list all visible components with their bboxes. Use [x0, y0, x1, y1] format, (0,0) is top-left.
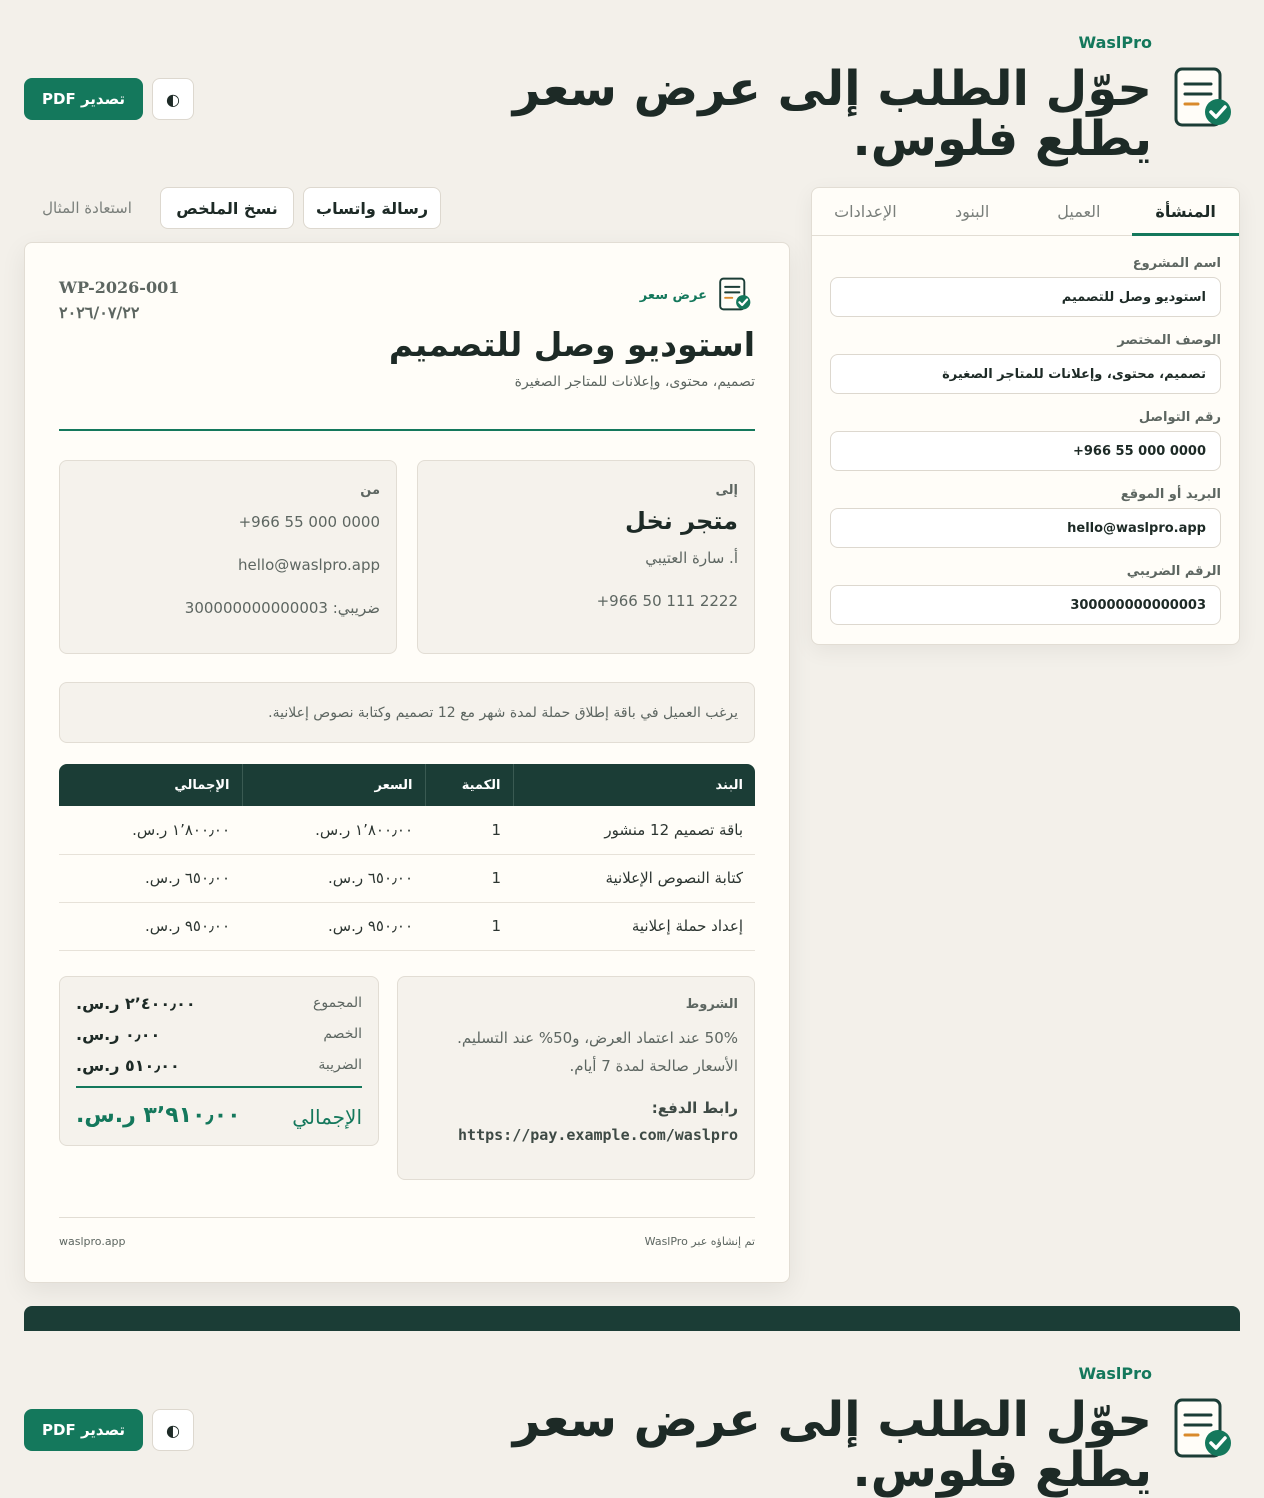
- totals-card: [59, 976, 379, 1146]
- phone-input-value: +966 55 000 0000: [1072, 443, 1206, 459]
- item-total: ١٬٨٠٠٫٠٠ ر.س.: [59, 806, 242, 854]
- item-name: إعداد حملة إعلانية: [513, 902, 755, 950]
- client-contact: أ. سارة العتيبي: [645, 549, 738, 567]
- contrast-icon: ◐: [166, 89, 180, 109]
- client-name: متجر نخل: [625, 507, 738, 535]
- dark-section-bar: [24, 1306, 1240, 1331]
- client-phone: [597, 592, 738, 610]
- business-phone-value: +966 55 000 0000: [238, 513, 380, 531]
- business-card: [59, 460, 397, 654]
- export-pdf-button[interactable]: تصدير PDF: [24, 78, 143, 120]
- item-name: باقة تصميم 12 منشور: [513, 806, 755, 854]
- email-input-value: hello@waslpro.app: [1067, 520, 1206, 536]
- column-item: البند: [513, 764, 755, 806]
- table-row: [59, 806, 755, 854]
- page-title: [512, 61, 1152, 167]
- quote-badge: عرض سعر: [639, 288, 707, 303]
- tab-settings[interactable]: الإعدادات: [834, 202, 897, 221]
- item-price: ١٬٨٠٠٫٠٠ ر.س.: [242, 806, 425, 854]
- document-check-icon: [1174, 66, 1232, 128]
- items-table-wrap: [59, 764, 755, 951]
- terms-line-1: 50% عند اعتماد العرض، و50% عند التسليم.: [457, 1029, 738, 1047]
- payment-link[interactable]: [458, 1126, 738, 1144]
- discount-label: الخصم: [323, 1026, 362, 1042]
- theme-toggle-button[interactable]: [152, 78, 194, 120]
- project-name-input[interactable]: استوديو وصل للتصميم: [830, 277, 1221, 317]
- item-name: كتابة النصوص الإعلانية: [513, 854, 755, 902]
- email-label: البريد أو الموقع: [1120, 487, 1221, 502]
- item-total: ٩٥٠٫٠٠ ر.س.: [59, 902, 242, 950]
- header-divider: [59, 429, 755, 431]
- business-tax: ضريبي: 300000000000003: [184, 599, 380, 617]
- terms-title: الشروط: [685, 997, 738, 1012]
- footer-generated: تم إنشاؤه عبر WaslPro: [644, 1235, 755, 1248]
- grand-total-value: ٣٬٩١٠٫٠٠ ر.س.: [76, 1103, 241, 1128]
- business-email-value: hello@waslpro.app: [238, 556, 380, 574]
- quote-number: WP-2026-001: [59, 278, 180, 297]
- footer-divider: [59, 1217, 755, 1218]
- discount-value: ٠٫٠٠ ر.س.: [76, 1025, 161, 1044]
- column-price: السعر: [242, 764, 425, 806]
- request-note: [59, 682, 755, 743]
- payment-link-value: https://pay.example.com/waslpro: [458, 1126, 738, 1144]
- item-price: ٦٥٠٫٠٠ ر.س.: [242, 854, 425, 902]
- item-qty: 1: [425, 806, 513, 854]
- item-total: ٦٥٠٫٠٠ ر.س.: [59, 854, 242, 902]
- client-phone-value: +966 50 111 2222: [596, 592, 738, 610]
- brand-name: WaslPro: [1078, 1364, 1152, 1383]
- business-phone: [239, 513, 380, 531]
- payment-label: رابط الدفع:: [651, 1099, 738, 1117]
- totals-divider: [76, 1086, 362, 1088]
- table-row: [59, 902, 755, 950]
- page-title: [512, 1392, 1152, 1498]
- business-tagline: تصميم، محتوى، وإعلانات للمتاجر الصغيرة: [514, 374, 755, 390]
- restore-example-button[interactable]: استعادة المثال: [42, 199, 132, 217]
- terms-card: [397, 976, 755, 1180]
- copy-summary-button[interactable]: نسخ الملخص: [160, 187, 294, 229]
- tax-label: الضريبة: [318, 1057, 362, 1073]
- tax-number-label: الرقم الضريبي: [1126, 564, 1221, 579]
- items-table-header: [59, 764, 755, 806]
- document-check-icon: [1174, 1397, 1232, 1459]
- title-line-2: يطلع فلوس.: [852, 1442, 1152, 1498]
- editor-panel: [811, 187, 1240, 645]
- theme-toggle-button[interactable]: [152, 1409, 194, 1451]
- column-total: الإجمالي: [59, 764, 242, 806]
- quote-doc-icon: [719, 277, 751, 315]
- from-label: من: [360, 483, 380, 498]
- tab-business[interactable]: المنشأة: [1132, 188, 1239, 235]
- contrast-icon: ◐: [166, 1420, 180, 1440]
- subtotal-value: ٢٬٤٠٠٫٠٠ ر.س.: [76, 994, 196, 1013]
- item-price: ٩٥٠٫٠٠ ر.س.: [242, 902, 425, 950]
- quote-document: [24, 242, 790, 1283]
- terms-line-2: الأسعار صالحة لمدة 7 أيام.: [569, 1057, 738, 1075]
- short-description-input[interactable]: تصميم، محتوى، وإعلانات للمتاجر الصغيرة: [830, 354, 1221, 394]
- request-note-text: يرغب العميل في باقة إطلاق حملة لمدة شهر مع 12 تصميم وكتابة نصوص إعلانية.: [268, 705, 738, 721]
- tax-number-input[interactable]: 300000000000003: [830, 585, 1221, 625]
- brand-name: WaslPro: [1078, 33, 1152, 52]
- quote-date: ٢٠٢٦/٠٧/٢٢: [59, 303, 140, 322]
- tab-client[interactable]: العميل: [1057, 202, 1101, 221]
- project-name-label: اسم المشروع: [1132, 256, 1221, 271]
- title-line-1: حوّل الطلب إلى عرض سعر: [512, 1392, 1152, 1448]
- item-qty: 1: [425, 854, 513, 902]
- column-qty: الكمية: [425, 764, 513, 806]
- footer-website: waslpro.app: [59, 1235, 126, 1248]
- tab-items[interactable]: البنود: [954, 202, 990, 221]
- business-email: [238, 556, 380, 574]
- items-table: [59, 764, 755, 951]
- editor-tabs: [812, 188, 1239, 236]
- table-row: [59, 854, 755, 902]
- email-input[interactable]: [830, 508, 1221, 548]
- item-qty: 1: [425, 902, 513, 950]
- business-name: استوديو وصل للتصميم: [388, 325, 755, 364]
- title-line-2: يطلع فلوس.: [852, 111, 1152, 167]
- grand-total-label: الإجمالي: [292, 1105, 362, 1129]
- client-card: [417, 460, 755, 654]
- title-line-1: حوّل الطلب إلى عرض سعر: [512, 61, 1152, 117]
- phone-input[interactable]: [830, 431, 1221, 471]
- tax-value: ٥١٠٫٠٠ ر.س.: [76, 1056, 180, 1075]
- whatsapp-message-button[interactable]: رسالة واتساب: [303, 187, 441, 229]
- subtotal-label: المجموع: [313, 995, 362, 1011]
- export-pdf-button[interactable]: تصدير PDF: [24, 1409, 143, 1451]
- to-label: إلى: [715, 483, 738, 498]
- short-description-label: الوصف المختصر: [1117, 333, 1221, 348]
- phone-label: رقم التواصل: [1138, 410, 1221, 425]
